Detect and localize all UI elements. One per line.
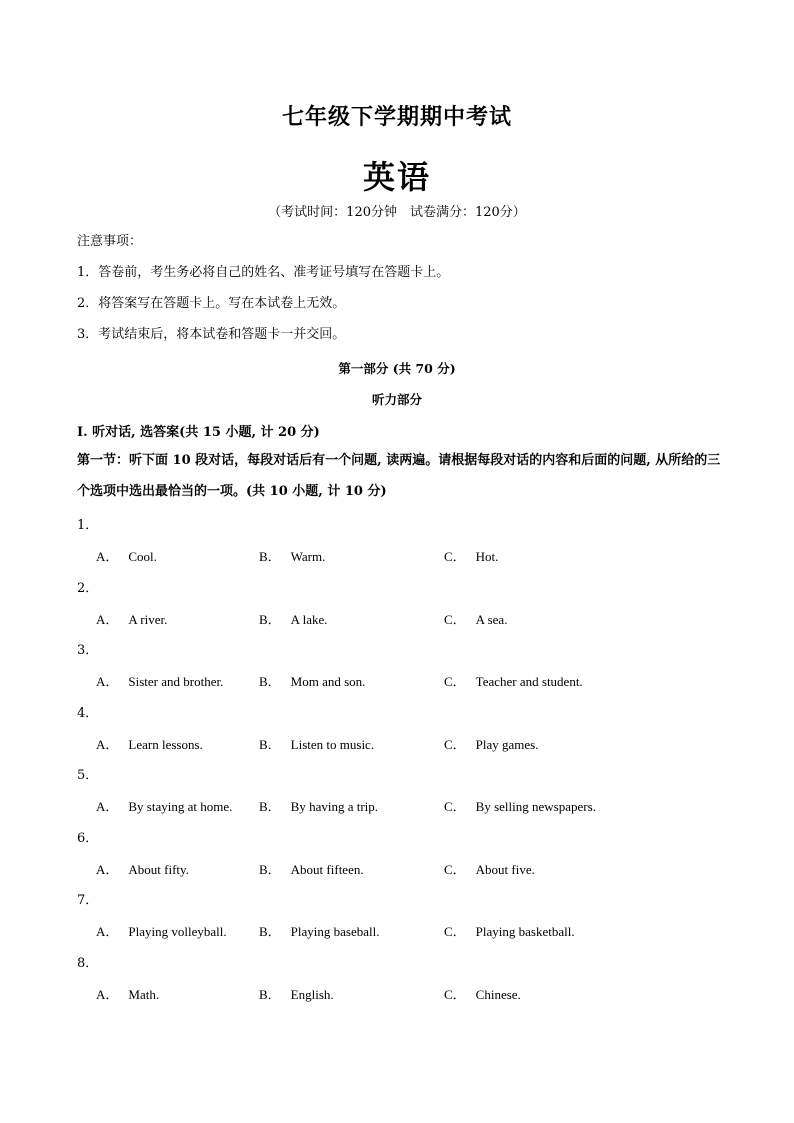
option-letter: B． (259, 674, 281, 689)
question-number: 3． (77, 643, 99, 658)
answer-option (259, 984, 334, 1003)
option-text: Play games. (475, 736, 539, 752)
answer-option (259, 546, 325, 565)
option-text: Listen to music. (290, 736, 375, 752)
subject-title: 英语 (362, 158, 431, 196)
answer-option (259, 796, 378, 815)
answer-option (444, 921, 575, 940)
notes-heading: 注意事项： (77, 234, 143, 249)
answer-option (444, 671, 583, 690)
section-instruction: 第一节：听下面 10 段对话，每段对话后有一个问题, 读两遍。请根据每段对话的内容和后面的问题, 从所给的三个选项中选出最恰当的一项。(共 10 小题, 计 10 分) (77, 453, 721, 499)
option-letter: B． (259, 799, 281, 814)
question-number: 4． (77, 705, 99, 721)
answer-option (444, 609, 507, 628)
option-letter: A． (96, 924, 119, 939)
option-text: Teacher and student. (475, 674, 583, 689)
option-letter: B． (259, 549, 281, 564)
section-heading: I. 听对话, 选答案(共 15 小题, 计 20 分) (77, 425, 320, 440)
answer-option (259, 609, 328, 628)
option-text: Playing volleyball. (128, 924, 227, 939)
option-letter: C． (444, 736, 466, 752)
option-text: Sister and brother. (128, 674, 224, 689)
answer-option (96, 796, 232, 815)
answer-option (259, 859, 364, 878)
answer-option (96, 734, 203, 753)
option-letter: B． (259, 861, 281, 877)
option-letter: C． (444, 549, 466, 564)
option-letter: C． (444, 986, 466, 1002)
notes-item: 2．将答案写在答题卡上。写在本试卷上无效。 (77, 296, 346, 311)
option-letter: B． (259, 611, 281, 627)
notes-item: 3．考试结束后，将本试卷和答题卡一并交回。 (77, 327, 346, 342)
question-number: 1． (77, 518, 99, 533)
answer-option (96, 921, 227, 940)
option-letter: B． (259, 736, 281, 752)
option-letter: C． (444, 799, 466, 814)
option-text: Chinese. (475, 986, 521, 1002)
option-text: About fifteen. (290, 861, 364, 877)
option-letter: A． (96, 986, 119, 1002)
answer-option (96, 859, 189, 878)
option-text: Hot. (475, 549, 499, 564)
option-letter: A． (96, 799, 119, 814)
option-letter: C． (444, 611, 466, 627)
answer-option (96, 671, 223, 690)
option-text: By selling newspapers. (475, 799, 596, 814)
option-letter: A． (96, 861, 119, 877)
option-text: By staying at home. (128, 799, 233, 814)
option-text: Playing basketball. (475, 924, 575, 939)
notes-item: 1．答卷前，考生务必将自己的姓名、准考证号填写在答题卡上。 (77, 265, 450, 280)
option-text: A river. (128, 611, 168, 627)
option-letter: B． (259, 986, 281, 1002)
option-letter: A． (96, 674, 119, 689)
option-text: Warm. (290, 549, 326, 564)
exam-info: （考试时间：120分钟 试卷满分：120分） (268, 205, 526, 220)
answer-option (259, 734, 374, 753)
answer-option (96, 609, 167, 628)
option-text: A lake. (290, 611, 328, 627)
answer-option (444, 984, 521, 1003)
answer-option (444, 796, 596, 815)
answer-option (444, 546, 498, 565)
option-text: About fifty. (128, 861, 189, 877)
answer-option (96, 984, 159, 1003)
answer-option (444, 859, 535, 878)
question-number: 7． (77, 893, 99, 908)
exam-title: 七年级下学期期中考试 (281, 104, 512, 130)
option-text: Playing baseball. (290, 924, 380, 939)
option-text: About five. (475, 861, 535, 877)
option-letter: C． (444, 861, 466, 877)
option-text: Mom and son. (290, 674, 366, 689)
option-text: By having a trip. (290, 799, 379, 814)
option-letter: B． (259, 924, 281, 939)
answer-option (259, 921, 380, 940)
question-number: 8． (77, 955, 99, 971)
option-text: Math. (128, 986, 160, 1002)
option-letter: C． (444, 924, 466, 939)
option-letter: A． (96, 736, 119, 752)
answer-option (96, 546, 157, 565)
option-letter: A． (96, 611, 119, 627)
option-letter: A． (96, 549, 119, 564)
option-text: Cool. (128, 549, 157, 564)
question-number: 5． (77, 768, 99, 783)
option-letter: C． (444, 674, 466, 689)
notes-block (77, 233, 449, 357)
answer-option (444, 734, 539, 753)
question-number: 6． (77, 830, 99, 846)
answer-option (259, 671, 365, 690)
option-text: English. (290, 986, 334, 1002)
question-number: 2． (77, 580, 99, 596)
option-text: Learn lessons. (128, 736, 203, 752)
option-text: A sea. (475, 611, 508, 627)
part-subtitle: 听力部分 (371, 392, 422, 407)
part-title: 第一部分 (共 70 分) (338, 361, 456, 376)
